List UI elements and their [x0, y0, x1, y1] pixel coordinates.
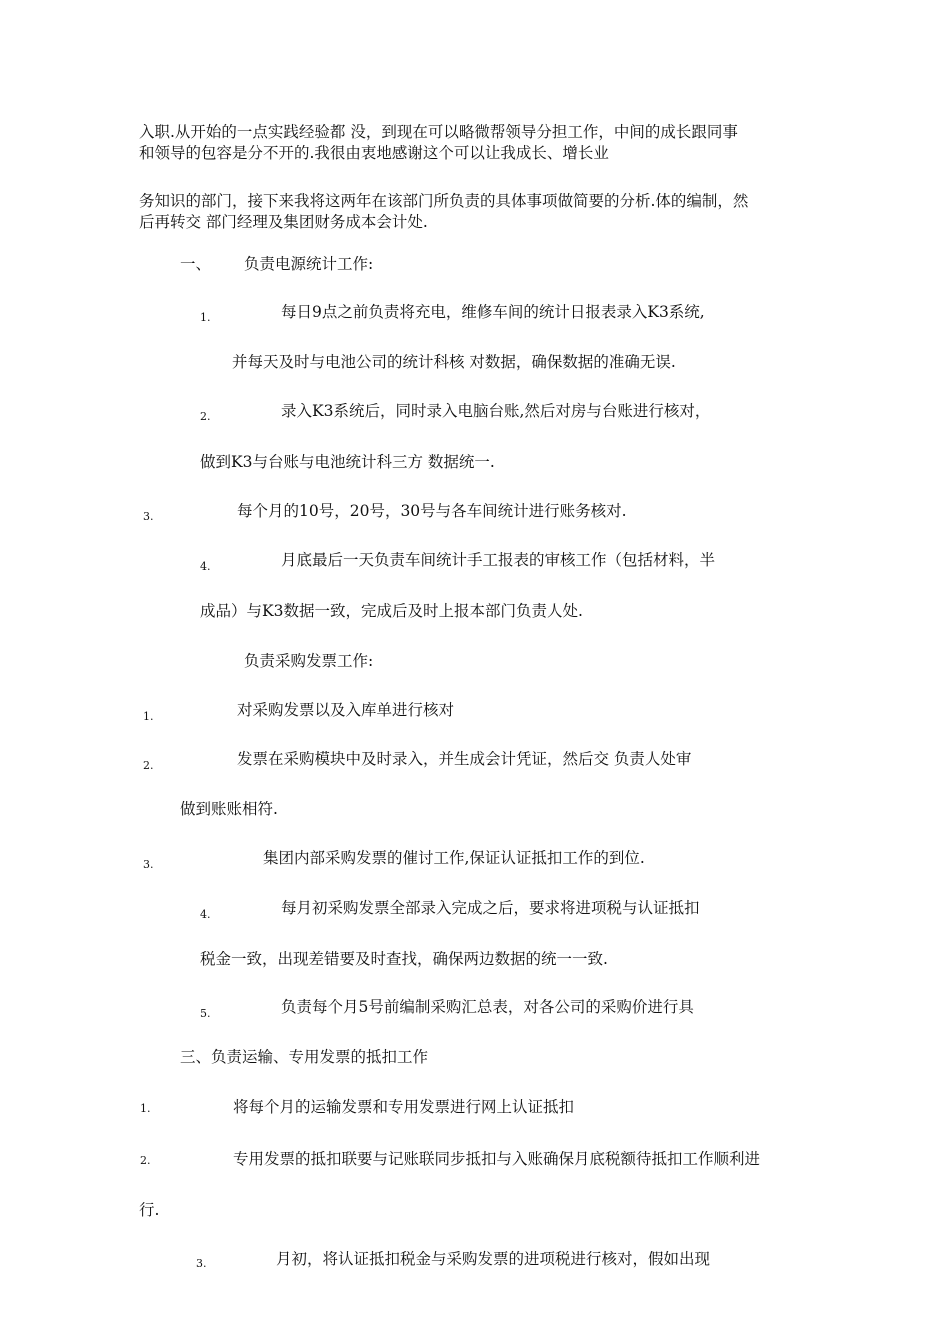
s2-item1-text: 对采购发票以及入库单进行核对 [237, 701, 455, 719]
s1-item3-number: 3. [143, 510, 154, 523]
s1-item4-number: 4. [200, 560, 211, 573]
intro-line-1: 入职.从开始的一点实践经验都 没，到现在可以略微帮领导分担工作，中间的成长跟同事 [139, 123, 738, 141]
s2-item4-continuation: 税金一致，出现差错要及时查找，确保两边数据的统一一致. [200, 950, 608, 968]
s1-item2-continuation: 做到K3与台账与电池统计科三方 数据统一. [200, 453, 495, 471]
s1-item1-text: 每日9点之前负责将充电，维修车间的统计日报表录入K3系统, [281, 303, 705, 321]
section3-title: 三、负责运输、专用发票的抵扣工作 [180, 1048, 429, 1066]
s2-item4-text: 每月初采购发票全部录入完成之后，要求将进项税与认证抵扣 [281, 899, 700, 917]
s3-item2-number: 2. [140, 1154, 151, 1167]
s2-item3-number: 3. [143, 858, 154, 871]
s2-item3-text: 集团内部采购发票的催讨工作,保证认证抵扣工作的到位. [263, 849, 645, 867]
s1-item3-text: 每个月的10号，20号，30号与各车间统计进行账务核对. [237, 502, 627, 520]
s3-item3-text: 月初，将认证抵扣税金与采购发票的进项税进行核对，假如出现 [276, 1250, 711, 1268]
s2-item2-number: 2. [143, 759, 154, 772]
intro-line-4: 后再转交 部门经理及集团财务成本会计处. [139, 213, 428, 231]
s2-item2-text: 发票在采购模块中及时录入，并生成会计凭证，然后交 负责人处审 [237, 750, 692, 768]
intro-line-2: 和领导的包容是分不开的.我很由衷地感谢这个可以让我成长、增长业 [139, 144, 609, 162]
s1-item4-continuation: 成品）与K3数据一致，完成后及时上报本部门负责人处. [200, 602, 583, 620]
s2-item2-continuation: 做到账账相符. [180, 800, 278, 818]
s1-item1-continuation: 并每天及时与电池公司的统计科核 对数据，确保数据的准确无误. [232, 353, 676, 371]
s2-item5-number: 5. [200, 1007, 211, 1020]
intro-line-3: 务知识的部门，接下来我将这两年在该部门所负责的具体事项做简要的分析.体的编制，然 [139, 192, 749, 210]
s3-item1-number: 1. [140, 1102, 151, 1115]
s1-item1-number: 1. [200, 311, 211, 324]
s3-item2-text: 专用发票的抵扣联要与记账联同步抵扣与入账确保月底税额待抵扣工作顺利进 [233, 1150, 761, 1168]
section1-title: 负责电源统计工作: [244, 255, 374, 273]
s3-item1-text: 将每个月的运输发票和专用发票进行网上认证抵扣 [233, 1098, 575, 1116]
s3-item3-number: 3. [196, 1257, 207, 1270]
s2-item4-number: 4. [200, 908, 211, 921]
s2-item5-text: 负责每个月5号前编制采购汇总表，对各公司的采购价进行具 [281, 998, 694, 1016]
s2-item1-number: 1. [143, 710, 154, 723]
section2-title: 负责采购发票工作: [244, 652, 374, 670]
s3-item2-continuation: 行. [139, 1201, 160, 1219]
s1-item4-text: 月底最后一天负责车间统计手工报表的审核工作（包括材料，半 [281, 551, 716, 569]
s1-item2-text: 录入K3系统后，同时录入电脑台账,然后对房与台账进行核对， [281, 402, 711, 420]
s1-item2-number: 2. [200, 410, 211, 423]
section1-marker: 一、 [180, 255, 212, 273]
